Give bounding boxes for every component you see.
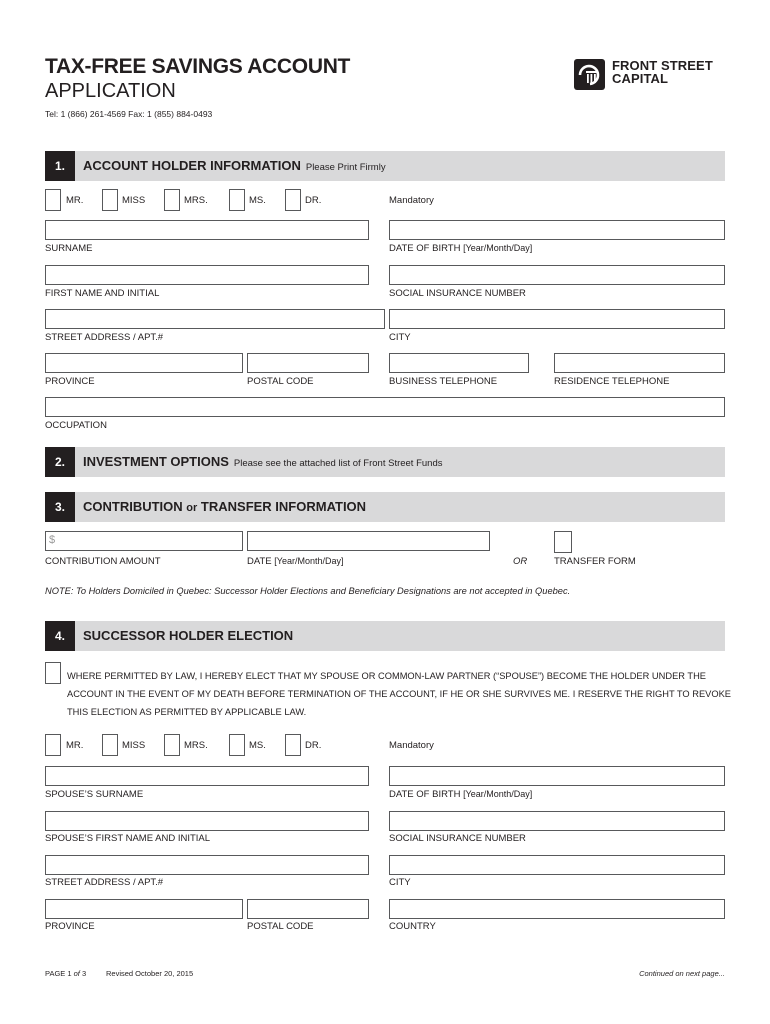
section-2-title-text: INVESTMENT OPTIONS: [83, 454, 229, 469]
spouse-dob-label: [389, 789, 532, 800]
spouse-city-label: CITY: [389, 877, 411, 888]
section-3-header: [45, 492, 725, 522]
contribution-date-field[interactable]: [247, 531, 490, 551]
contact-info: Tel: 1 (866) 261-4569 Fax: 1 (855) 884-0493: [45, 109, 213, 119]
spouse-miss-label: MISS: [122, 740, 146, 751]
surname-field[interactable]: [45, 220, 369, 240]
spouse-mr-label: MR.: [66, 740, 84, 751]
spouse-dob-format: [Year/Month/Day]: [463, 789, 533, 799]
form-title: TAX-FREE SAVINGS ACCOUNT: [45, 55, 351, 78]
spouse-mrs-checkbox[interactable]: [164, 734, 180, 756]
spouse-surname-label: SPOUSE’S SURNAME: [45, 789, 144, 800]
spouse-sin-field[interactable]: [389, 811, 725, 831]
section-2-number: 2.: [45, 447, 75, 477]
form-subtitle: APPLICATION: [45, 80, 176, 102]
section-4-title: SUCCESSOR HOLDER ELECTION: [83, 628, 294, 643]
city-field[interactable]: [389, 309, 725, 329]
occupation-field[interactable]: [45, 397, 725, 417]
contribution-amount-label: CONTRIBUTION AMOUNT: [45, 556, 161, 567]
province-field[interactable]: [45, 353, 243, 373]
first-name-label: FIRST NAME AND INITIAL: [45, 288, 160, 299]
section-1-title-text: ACCOUNT HOLDER INFORMATION: [83, 158, 301, 173]
spouse-dob-label-text: DATE OF BIRTH: [389, 789, 461, 800]
election-line-1: WHERE PERMITTED BY LAW, I HEREBY ELECT THAT MY SPOUSE OR COMMON-LAW PARTNER (“SPOUSE”) BECOME THE HOLDER UNDER THE: [67, 671, 707, 681]
spouse-street-address-label: STREET ADDRESS / APT.#: [45, 877, 164, 888]
section-3-number: 3.: [45, 492, 75, 522]
spouse-postal-code-field[interactable]: [247, 899, 369, 919]
province-label: PROVINCE: [45, 376, 95, 387]
spouse-first-name-field[interactable]: [45, 811, 369, 831]
spouse-mr-checkbox[interactable]: [45, 734, 61, 756]
spouse-city-field[interactable]: [389, 855, 725, 875]
continued-note: Continued on next page...: [639, 969, 725, 978]
spouse-country-label: COUNTRY: [389, 921, 436, 932]
dr-checkbox[interactable]: [285, 189, 301, 211]
section-3-title-a: CONTRIBUTION: [83, 499, 183, 514]
sin-field[interactable]: [389, 265, 725, 285]
spouse-first-name-label: SPOUSE’S FIRST NAME AND INITIAL: [45, 833, 211, 844]
election-line-3: THIS ELECTION AS PERMITTED BY APPLICABLE LAW.: [67, 707, 307, 717]
postal-code-field[interactable]: [247, 353, 369, 373]
surname-label: SURNAME: [45, 243, 93, 254]
page-of: of: [73, 969, 80, 978]
business-telephone-label: BUSINESS TELEPHONE: [389, 376, 498, 387]
section-1-subtitle: Please Print Firmly: [305, 162, 386, 173]
quebec-note: NOTE: To Holders Domiciled in Quebec: Successor Holder Elections and Beneficiary Designations are not accepted in Quebec.: [45, 586, 571, 596]
spouse-miss-checkbox[interactable]: [102, 734, 118, 756]
residence-telephone-label: RESIDENCE TELEPHONE: [554, 376, 670, 387]
spouse-surname-field[interactable]: [45, 766, 369, 786]
miss-label: MISS: [122, 195, 146, 206]
postal-code-label: POSTAL CODE: [247, 376, 314, 387]
spouse-sin-label: SOCIAL INSURANCE NUMBER: [389, 833, 526, 844]
spouse-street-address-field[interactable]: [45, 855, 369, 875]
logo-line-1: FRONT STREET: [612, 58, 713, 73]
spouse-ms-label: MS.: [249, 740, 266, 751]
revision-date: Revised October 20, 2015: [106, 969, 194, 978]
dob-format: [Year/Month/Day]: [463, 243, 533, 253]
transfer-form-checkbox[interactable]: [554, 531, 572, 553]
spouse-dr-label: DR.: [305, 740, 322, 751]
contribution-amount-field[interactable]: [45, 531, 243, 551]
page-number: [45, 969, 86, 978]
section-2-title: [83, 454, 443, 469]
sin-label: SOCIAL INSURANCE NUMBER: [389, 288, 526, 299]
mrs-label: MRS.: [184, 195, 208, 206]
company-logo-text: [612, 59, 713, 85]
spouse-postal-code-label: POSTAL CODE: [247, 921, 314, 932]
section-3-title-or: or: [186, 502, 198, 514]
ms-checkbox[interactable]: [229, 189, 245, 211]
mandatory-note: Mandatory: [389, 195, 434, 206]
spouse-ms-checkbox[interactable]: [229, 734, 245, 756]
spouse-dob-field[interactable]: [389, 766, 725, 786]
dob-label-text: DATE OF BIRTH: [389, 243, 461, 254]
section-2-subtitle: Please see the attached list of Front Street Funds: [233, 458, 443, 469]
section-1-number: 1.: [45, 151, 75, 181]
miss-checkbox[interactable]: [102, 189, 118, 211]
successor-election-checkbox[interactable]: [45, 662, 61, 684]
business-telephone-field[interactable]: [389, 353, 529, 373]
dollar-sign: $: [49, 534, 56, 546]
contribution-date-label: [247, 556, 344, 567]
spouse-mrs-label: MRS.: [184, 740, 208, 751]
mr-checkbox[interactable]: [45, 189, 61, 211]
section-2-header: [45, 447, 725, 477]
section-1-header: [45, 151, 725, 181]
date-of-birth-label: [389, 243, 532, 254]
or-label: OR: [513, 556, 528, 567]
section-4-header: [45, 621, 725, 651]
page-prefix: PAGE 1: [45, 969, 72, 978]
street-address-field[interactable]: [45, 309, 385, 329]
date-label-text: DATE: [247, 556, 272, 567]
spouse-province-label: PROVINCE: [45, 921, 95, 932]
section-4-number: 4.: [45, 621, 75, 651]
spouse-dr-checkbox[interactable]: [285, 734, 301, 756]
section-3-title: [83, 499, 366, 514]
spouse-province-field[interactable]: [45, 899, 243, 919]
city-label: CITY: [389, 332, 411, 343]
dr-label: DR.: [305, 195, 322, 206]
spouse-mandatory-note: Mandatory: [389, 740, 434, 751]
date-format: [Year/Month/Day]: [274, 556, 344, 566]
ms-label: MS.: [249, 195, 266, 206]
election-line-2: ACCOUNT IN THE EVENT OF MY DEATH BEFORE TERMINATION OF THE ACCOUNT, IF HE OR SHE SURVIVES ME. I RESERVE THE RIGHT TO REVOKE: [67, 689, 731, 699]
residence-telephone-field[interactable]: [554, 353, 725, 373]
page-total: 3: [82, 969, 87, 978]
mr-label: MR.: [66, 195, 84, 206]
successor-election-text: [67, 667, 731, 721]
occupation-label: OCCUPATION: [45, 420, 107, 431]
front-street-logo-icon: [574, 59, 605, 90]
section-1-title: [83, 158, 386, 173]
spouse-country-field[interactable]: [389, 899, 725, 919]
section-3-title-b: TRANSFER INFORMATION: [200, 499, 367, 514]
transfer-form-label: TRANSFER FORM: [554, 556, 636, 567]
first-name-field[interactable]: [45, 265, 369, 285]
logo-line-2: CAPITAL: [612, 71, 669, 86]
mrs-checkbox[interactable]: [164, 189, 180, 211]
street-address-label: STREET ADDRESS / APT.#: [45, 332, 164, 343]
date-of-birth-field[interactable]: [389, 220, 725, 240]
